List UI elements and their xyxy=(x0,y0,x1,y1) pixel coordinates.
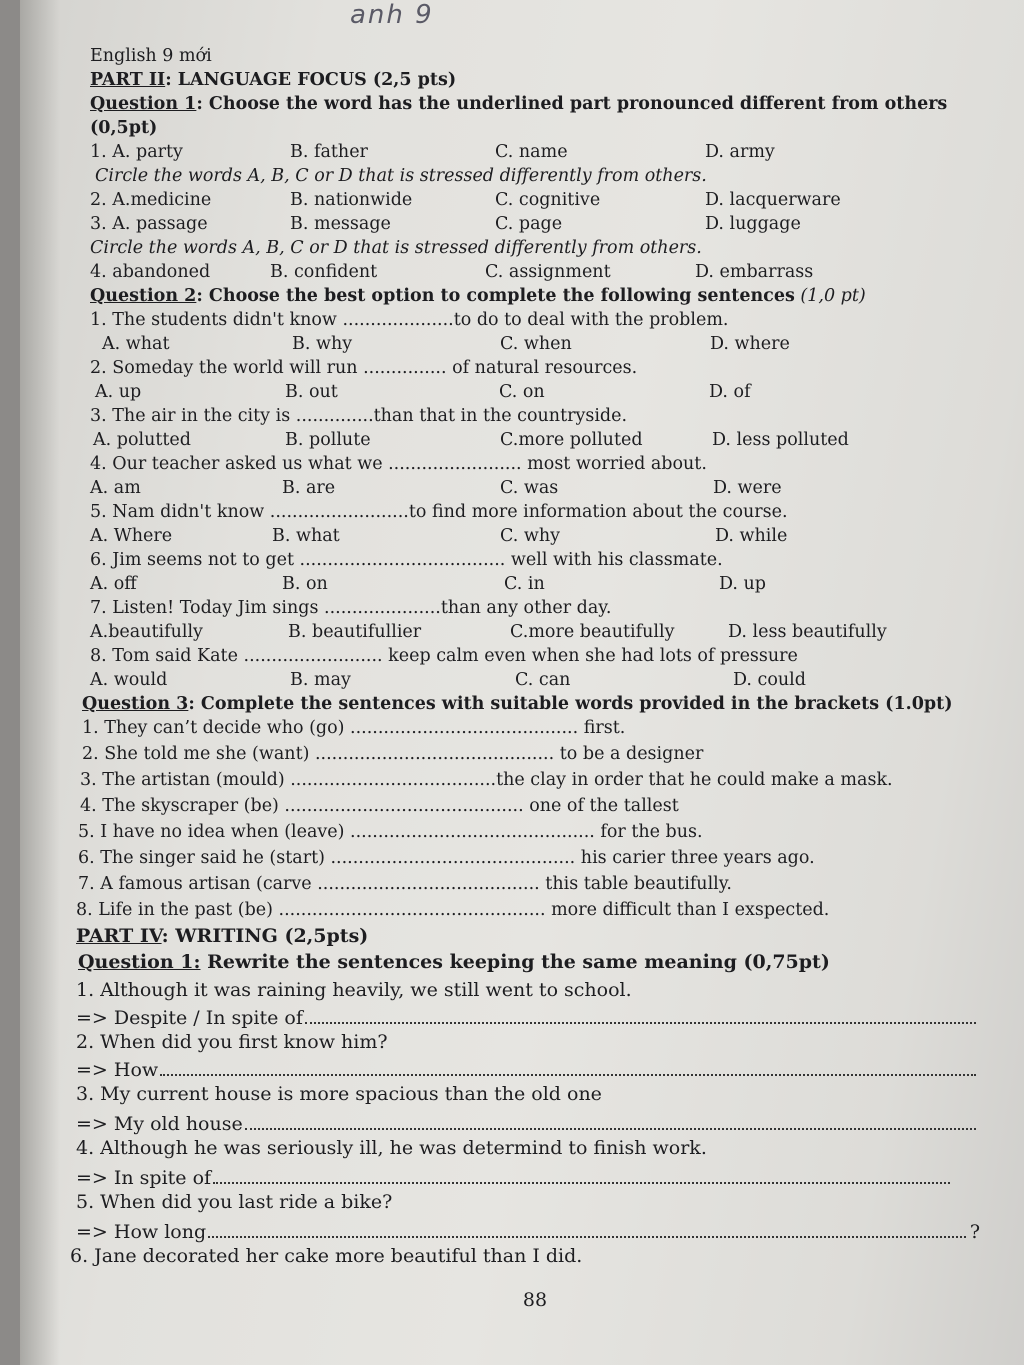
part4-q1-heading: Question 1: Rewrite the sentences keeping the same meaning (0,75pt) xyxy=(78,951,830,973)
part4-heading: PART IV: WRITING (2,5pts) xyxy=(76,925,369,947)
part4-sentence-4: 4. Although he was seriously ill, he was determind to finish work. xyxy=(76,1137,707,1159)
handwritten-note: anh 9 xyxy=(350,0,434,30)
part4-sentence-3: 3. My current house is more spacious than the old one xyxy=(76,1083,602,1105)
answer-line[interactable] xyxy=(305,1022,976,1024)
answer-line[interactable] xyxy=(160,1074,976,1076)
q3-item-4: 4. The skyscraper (be) ........................................... one of the tallest xyxy=(80,796,679,816)
q3-item-7: 7. A famous artisan (carve ........................................ this table beautifully. xyxy=(78,874,732,894)
part4-answer-1: => Despite / In spite of xyxy=(76,1004,980,1030)
q1-points: (0,5pt) xyxy=(90,118,158,138)
q1-item-3: 3. A. passage B. message C. page D. luggage xyxy=(90,214,801,234)
q2-options-5: A. Where B. what C. why D. while xyxy=(90,526,788,546)
q2-stem-1: 1. The students didn't know ....................to do to deal with the problem. xyxy=(90,310,729,330)
q2-options-3: A. polutted B. pollute C.more polluted D. less polluted xyxy=(93,430,849,450)
q2-options-4: A. am B. are C. was D. were xyxy=(90,478,782,498)
q3-item-1: 1. They can’t decide who (go) ......................................... first. xyxy=(82,718,626,738)
q1-circle-instruction-1: Circle the words A, B, C or D that is stressed differently from others. xyxy=(95,166,707,186)
q2-stem-4: 4. Our teacher asked us what we ........................ most worried about. xyxy=(90,454,707,474)
part4-answer-3: => My old house xyxy=(76,1110,980,1136)
q1-heading: Question 1: Choose the word has the underlined part pronounced different from others xyxy=(90,94,948,114)
q3-item-8: 8. Life in the past (be) ................................................ more difficult than I exspected. xyxy=(76,900,830,920)
q3-item-5: 5. I have no idea when (leave) ............................................ for the bus. xyxy=(78,822,703,842)
page-shadow xyxy=(20,0,60,1365)
exam-page xyxy=(20,0,1024,1365)
q2-options-2: A. up B. out C. on D. of xyxy=(95,382,751,402)
q1-item-1: 1. A. party B. father C. name D. army xyxy=(90,142,775,162)
part4-answer-5: => How long ? xyxy=(76,1221,980,1243)
part4-sentence-2: 2. When did you first know him? xyxy=(76,1031,388,1053)
page-number: 88 xyxy=(522,1289,548,1311)
q3-heading: Question 3: Complete the sentences with suitable words provided in the brackets (1.0pt) xyxy=(82,694,953,714)
q3-item-6: 6. The singer said he (start) ............................................ his carier three years ago. xyxy=(78,848,815,868)
part4-answer-4: => In spite of xyxy=(76,1164,980,1190)
q2-options-6: A. off B. on C. in D. up xyxy=(90,574,767,594)
part4-sentence-6: 6. Jane decorated her cake more beautiful than I did. xyxy=(70,1245,583,1267)
part4-sentence-1: 1. Although it was raining heavily, we still went to school. xyxy=(76,979,632,1001)
q2-stem-3: 3. The air in the city is ..............than that in the countryside. xyxy=(90,406,628,426)
q2-options-1: A. what B. why C. when D. where xyxy=(102,334,790,354)
part4-sentence-5: 5. When did you last ride a bike? xyxy=(76,1191,393,1213)
q2-stem-8: 8. Tom said Kate ......................... keep calm even when she had lots of pressure xyxy=(90,646,798,666)
q1-item-2: 2. A.medicine B. nationwide C. cognitive D. lacquerware xyxy=(90,190,841,210)
answer-line[interactable] xyxy=(245,1128,976,1130)
part2-heading: PART II: LANGUAGE FOCUS (2,5 pts) xyxy=(90,70,457,90)
q2-options-7: A.beautifully B. beautifullier C.more beautifully D. less beautifully xyxy=(90,622,887,642)
q2-stem-5: 5. Nam didn't know .........................to find more information about the course. xyxy=(90,502,788,522)
q3-item-2: 2. She told me she (want) ........................................... to be a designer xyxy=(82,744,704,764)
answer-line[interactable] xyxy=(213,1182,950,1184)
q2-stem-6: 6. Jim seems not to get ..................................... well with his classmate. xyxy=(90,550,723,570)
q2-stem-7: 7. Listen! Today Jim sings .....................than any other day. xyxy=(90,598,612,618)
q2-options-8: A. would B. may C. can D. could xyxy=(90,670,806,690)
subject-title: English 9 mới xyxy=(90,46,212,66)
q1-item-4: 4. abandoned B. confident C. assignment D. embarrass xyxy=(90,262,814,282)
answer-line[interactable] xyxy=(208,1236,966,1238)
part4-answer-2: => How xyxy=(76,1056,980,1082)
q2-stem-2: 2. Someday the world will run ............... of natural resources. xyxy=(90,358,638,378)
exam-content xyxy=(70,20,980,1312)
q2-heading: Question 2: Choose the best option to complete the following sentences (1,0 pt) xyxy=(90,286,866,306)
q3-item-3: 3. The artistan (mould) .....................................the clay in order that he could make a mask. xyxy=(80,770,893,790)
q1-circle-instruction-2: Circle the words A, B, C or D that is stressed differently from others. xyxy=(90,238,702,258)
